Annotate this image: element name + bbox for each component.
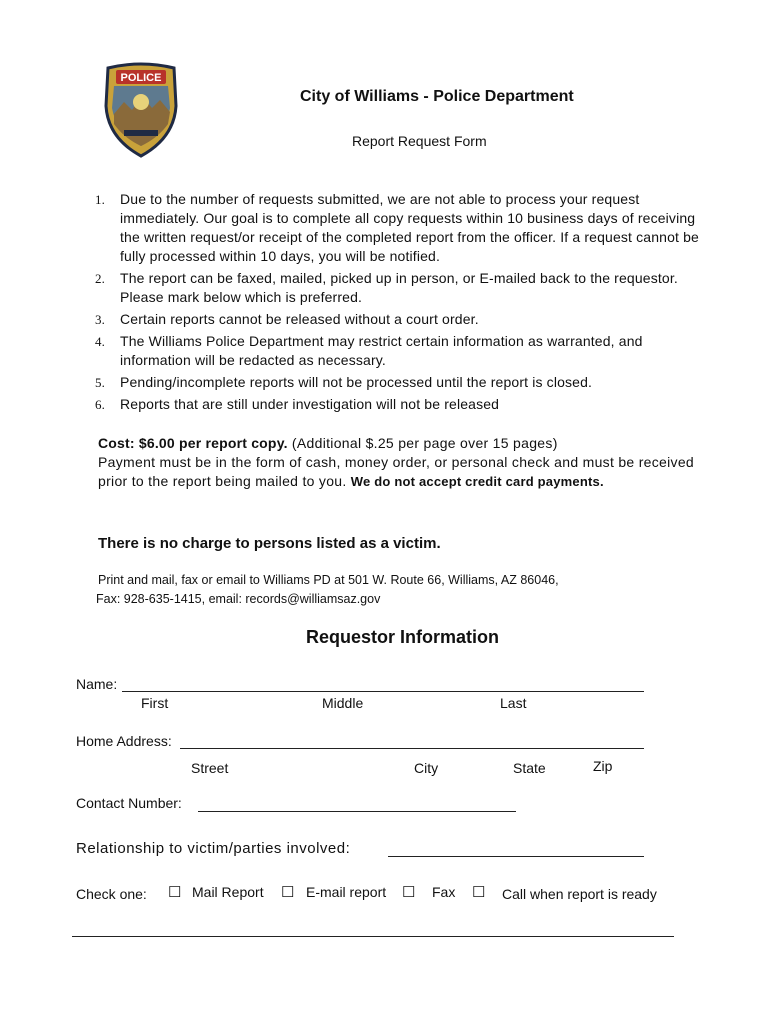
payment-text: Payment must be in the form of cash, money order, or personal check and must be received prior to the report being mailed to you. bbox=[98, 454, 695, 489]
middle-name-caption: Middle bbox=[322, 695, 364, 711]
call-when-ready-checkbox[interactable]: ☐ bbox=[472, 884, 486, 901]
requestor-heading: Requestor Information bbox=[306, 627, 500, 647]
mail-report-option: Mail Report bbox=[192, 884, 264, 900]
mailing-instructions bbox=[98, 571, 658, 609]
fax-checkbox[interactable]: ☐ bbox=[402, 884, 416, 901]
form-subtitle: Report Request Form bbox=[352, 133, 487, 149]
list-item: 4. The Williams Police Department may restrict certain information as warranted, and information will be redacted as necessary. bbox=[95, 333, 643, 368]
name-field[interactable] bbox=[122, 691, 644, 692]
police-badge-logo bbox=[102, 62, 180, 158]
email-report-checkbox[interactable]: ☐ bbox=[281, 884, 295, 901]
list-item: 2. The report can be faxed, mailed, picked up in person, or E-mailed back to the requestor. Please mark below which is preferred. bbox=[95, 270, 678, 305]
cost-additional: (Additional $.25 per page over 15 pages) bbox=[287, 435, 558, 451]
mail-line-2: Fax: 928-635-1415, email: records@williamsaz.gov bbox=[96, 592, 381, 606]
last-name-caption: Last bbox=[500, 695, 527, 711]
contact-field[interactable] bbox=[198, 811, 516, 812]
first-name-caption: First bbox=[141, 695, 169, 711]
mail-line-1: Print and mail, fax or email to Williams PD at 501 W. Route 66, Williams, AZ 86046, bbox=[98, 573, 559, 587]
contact-label: Contact Number: bbox=[76, 795, 182, 811]
no-credit-note: We do not accept credit card payments. bbox=[350, 474, 604, 489]
address-label: Home Address: bbox=[76, 733, 172, 749]
list-item: 1. Due to the number of requests submitted, we are not able to process your request immediately. Our goal is to complete all copy requests within 10 business days of receiving the written request/or receipt of the completed report from the officer. If a request cannot be fully processed within 10 days, you will be notified. bbox=[95, 191, 699, 264]
email-report-option: E-mail report bbox=[306, 884, 387, 900]
address-field[interactable] bbox=[180, 748, 644, 749]
relationship-label: Relationship to victim/parties involved: bbox=[76, 840, 351, 857]
name-label: Name: bbox=[76, 676, 118, 692]
relationship-field[interactable] bbox=[388, 856, 644, 857]
badge-text: POLICE bbox=[120, 72, 162, 84]
cost-label: Cost: $6.00 per report copy. bbox=[98, 435, 288, 451]
street-caption: Street bbox=[191, 760, 229, 776]
policy-list bbox=[95, 190, 715, 417]
victim-note: There is no charge to persons listed as a victim. bbox=[98, 535, 441, 552]
city-caption: City bbox=[414, 760, 439, 776]
list-item: 6. Reports that are still under investigation will not be released bbox=[95, 396, 500, 412]
cost-paragraph bbox=[98, 434, 708, 491]
bottom-divider bbox=[72, 936, 674, 937]
state-caption: State bbox=[513, 760, 546, 776]
page-title: City of Williams - Police Department bbox=[300, 88, 574, 105]
zip-caption: Zip bbox=[593, 758, 613, 774]
call-when-ready-option: Call when report is ready bbox=[502, 886, 657, 902]
mail-report-checkbox[interactable]: ☐ bbox=[168, 884, 182, 901]
check-one-label: Check one: bbox=[76, 886, 147, 902]
list-item: 5. Pending/incomplete reports will not be processed until the report is closed. bbox=[95, 374, 593, 390]
list-item: 3. Certain reports cannot be released without a court order. bbox=[95, 311, 479, 327]
fax-option: Fax bbox=[432, 884, 456, 900]
